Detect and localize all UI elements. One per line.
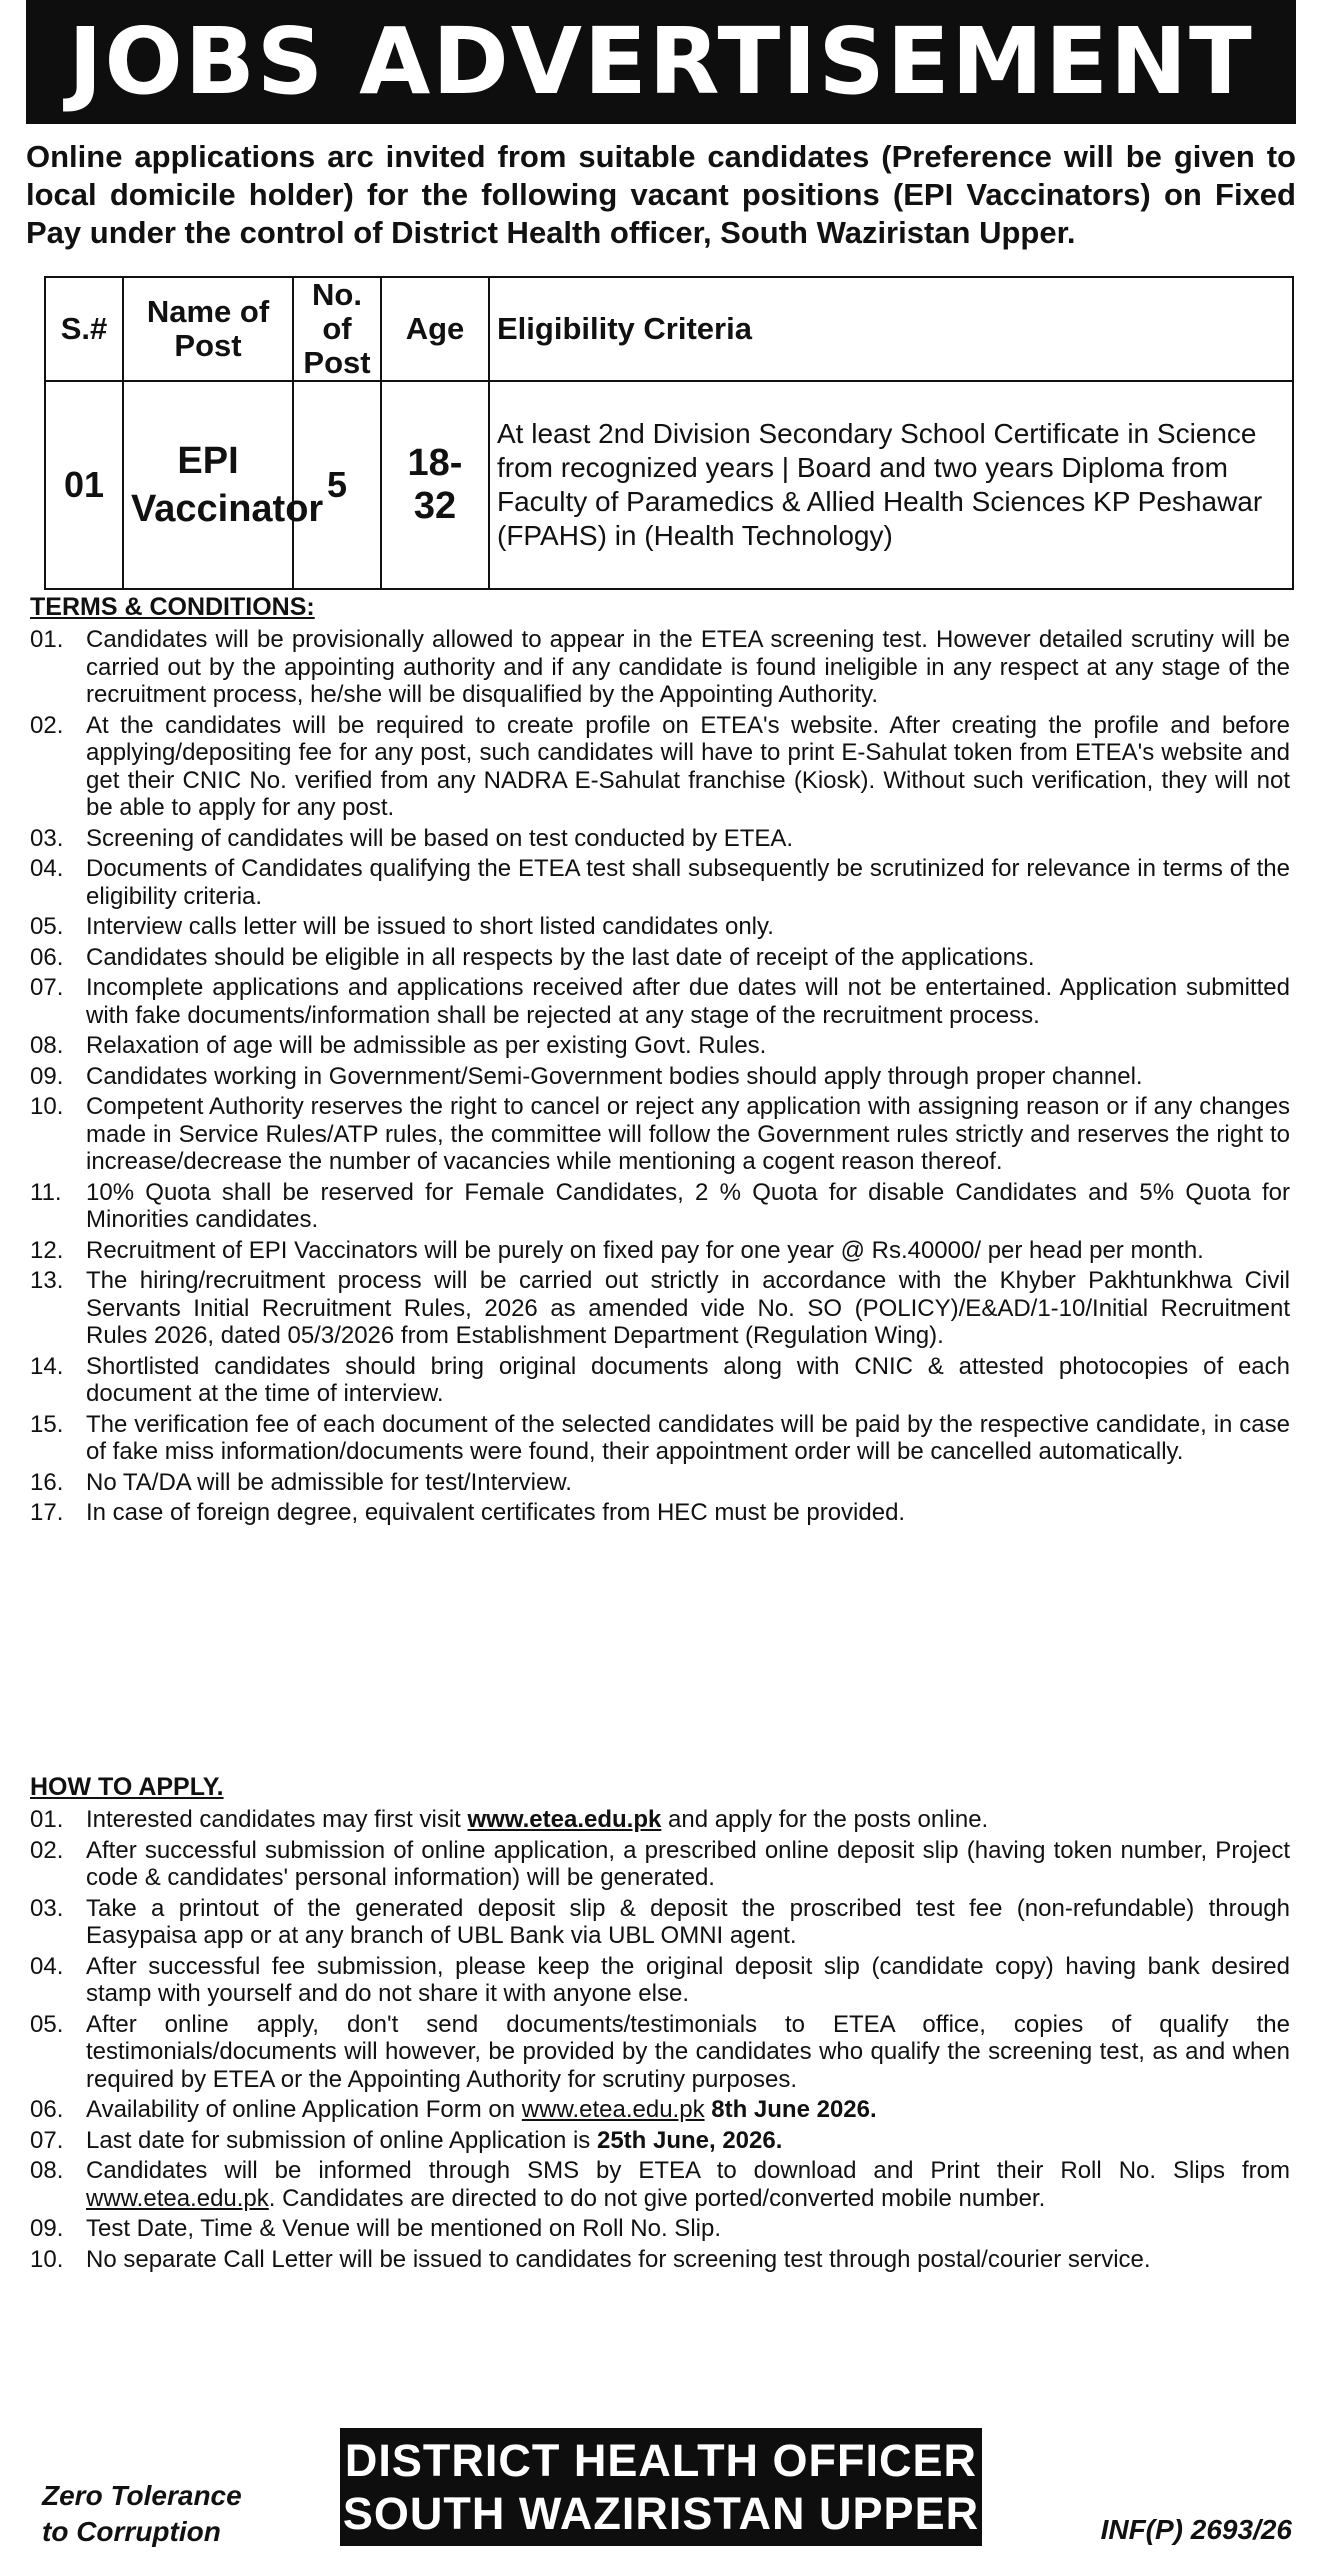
item-number: 01.	[30, 626, 64, 653]
item-text: Last date for submission of online Application is	[86, 2126, 597, 2154]
cell-post-name	[123, 381, 324, 589]
list-item	[30, 1032, 1290, 1060]
item-number: 02.	[30, 1836, 64, 1864]
item-number: 02.	[30, 711, 64, 739]
item-number: 09.	[30, 1062, 64, 1090]
item-number: 13.	[30, 1267, 64, 1294]
column-header-eligibility: Eligibility Criteria	[489, 277, 1293, 381]
list-item	[30, 712, 1290, 822]
item-text: Relaxation of age will be admissible as per existing Govt. Rules.	[86, 1032, 767, 1059]
list-item	[30, 1179, 1290, 1234]
list-item	[30, 2215, 1290, 2243]
list-item	[30, 1469, 1290, 1497]
item-number: 04.	[30, 855, 64, 882]
item-text: . Candidates are directed to do not give ported/converted mobile number.	[268, 2184, 1046, 2212]
list-item	[30, 1837, 1290, 1892]
item-text: Candidates working in Government/Semi-Government bodies should apply through proper channel.	[86, 1062, 1143, 1090]
item-number: 01.	[30, 1806, 64, 1833]
item-number: 09.	[30, 2215, 64, 2242]
list-item	[30, 1267, 1290, 1350]
item-number: 10.	[30, 2245, 64, 2273]
item-number: 14.	[30, 1352, 64, 1380]
item-text: No TA/DA will be admissible for test/Interview.	[86, 1468, 572, 1496]
item-text: Interview calls letter will be issued to short listed candidates only.	[86, 913, 774, 940]
item-text: At the candidates will be required to create profile on ETEA's website. After creating the profile and before applying/depositing fee for any post, such candidates will have to print E-Sahulat token from ETEA's website and get their CNIC No. verified from any NADRA E-Sahulat franchise (Kiosk). Without such verification, they will not be able to apply for any post.	[86, 711, 1290, 821]
item-text: Candidates should be eligible in all respects by the last date of receipt of the applications.	[86, 943, 1035, 971]
item-text: Shortlisted candidates should bring original documents along with CNIC & attested photocopies of each document at the time of interview.	[86, 1352, 1290, 1407]
list-item	[30, 974, 1290, 1029]
table-header-row	[45, 277, 1293, 381]
item-text: 10% Quota shall be reserved for Female Candidates, 2 % Quota for disable Candidates and 5% Quota for Minorities candidates.	[86, 1178, 1290, 1233]
list-item	[30, 1353, 1290, 1408]
advertisement-title: JOBS ADVERTISEMENT	[26, 0, 1296, 124]
item-number: 16.	[30, 1468, 64, 1496]
item-text: No separate Call Letter will be issued to candidates for screening test through postal/courier service.	[86, 2245, 1151, 2273]
item-number: 05.	[30, 913, 64, 940]
item-number: 04.	[30, 1952, 64, 1980]
list-item	[30, 1953, 1290, 2008]
cell-serial: 01	[45, 381, 123, 589]
item-number: 07.	[30, 2126, 64, 2154]
footer	[0, 2406, 1322, 2560]
item-number: 08.	[30, 2157, 64, 2184]
column-header-post-count: No. of Post	[293, 277, 381, 381]
list-item	[30, 2246, 1290, 2274]
issuing-office-block	[340, 2428, 982, 2546]
list-item	[30, 944, 1290, 972]
item-number: 10.	[30, 1093, 64, 1120]
item-text: Recruitment of EPI Vaccinators will be purely on fixed pay for one year @ Rs.40000/ per head per month.	[86, 1236, 1204, 1264]
list-item	[30, 1093, 1290, 1176]
item-text: The verification fee of each document of the selected candidates will be paid by the respective candidate, in case of fake miss information/documents were found, their appointment order will be cancelled automatically.	[86, 1410, 1290, 1465]
office-title: DISTRICT HEALTH OFFICER	[344, 2435, 978, 2486]
list-item	[30, 1895, 1290, 1950]
item-text: In case of foreign degree, equivalent certificates from HEC must be provided.	[86, 1499, 906, 1526]
availability-date: 8th June 2026.	[704, 2096, 877, 2123]
item-number: 17.	[30, 1499, 64, 1526]
item-text: Documents of Candidates qualifying the ETEA test shall subsequently be scrutinized for relevance in terms of the eligibility criteria.	[86, 855, 1290, 910]
item-text: After successful submission of online application, a prescribed online deposit slip (having token number, Project code & candidates' personal information) will be generated.	[86, 1836, 1290, 1891]
item-number: 05.	[30, 2010, 64, 2038]
post-name-line1: EPI	[177, 440, 239, 482]
zero-tolerance-line2: to Corruption	[42, 2516, 221, 2547]
etea-website-link[interactable]: www.etea.edu.pk	[86, 2184, 269, 2212]
column-header-post-name: Name of Post	[123, 277, 293, 381]
list-item	[30, 1411, 1290, 1466]
item-text: Candidates will be informed through SMS by ETEA to download and Print their Roll No. Slips from	[86, 2157, 1290, 2184]
list-item	[30, 1237, 1290, 1265]
list-item	[30, 2096, 1290, 2124]
item-text: and apply for the posts online.	[661, 1806, 989, 1833]
item-number: 03.	[30, 824, 64, 852]
cell-eligibility: At least 2nd Division Secondary School Certificate in Science from recognized years | Board and two years Diploma from Faculty of Paramedics & Allied Health Sciences KP Peshawar (FPAHS) in (Health Technology)	[489, 381, 1293, 589]
reference-number: INF(P) 2693/26	[1100, 2514, 1292, 2545]
intro-paragraph: Online applications arc invited from suitable candidates (Preference will be given to local domicile holder) for the following vacant positions (EPI Vaccinators) on Fixed Pay under the control of District Health officer, South Waziristan Upper.	[26, 139, 1296, 250]
item-number: 15.	[30, 1410, 64, 1438]
list-item	[30, 825, 1290, 853]
etea-website-link[interactable]: www.etea.edu.pk	[467, 1806, 662, 1833]
table-row	[45, 381, 1293, 589]
how-to-apply-heading: HOW TO APPLY.	[30, 1773, 224, 1801]
item-text: Candidates will be provisionally allowed to appear in the ETEA screening test. However detailed scrutiny will be carried out by the appointing authority and if any candidate is found ineligible in any respect at any stage of the recruitment process, he/she will be disqualified by the Appointing Authority.	[86, 626, 1290, 708]
list-item	[30, 1806, 1290, 1834]
cell-post-count: 5	[293, 381, 381, 589]
item-text: The hiring/recruitment process will be carried out strictly in accordance with the Khyber Pakhtunkhwa Civil Servants Initial Recruitment Rules, 2026 as amended vide No. SO (POLICY)/E&AD/1-10/Initial Recruitment Rules 2026, dated 05/3/2026 from Establishment Department (Regulation Wing).	[86, 1267, 1290, 1349]
item-number: 11.	[30, 1178, 62, 1206]
terms-heading: TERMS & CONDITIONS:	[30, 593, 315, 621]
item-text: Availability of online Application Form on	[86, 2096, 522, 2123]
terms-list	[30, 626, 1290, 1530]
item-text: Take a printout of the generated deposit slip & deposit the proscribed test fee (non-refundable) through Easypaisa app or at any branch of UBL Bank via UBL OMNI agent.	[86, 1894, 1290, 1949]
item-number: 06.	[30, 943, 64, 971]
list-item	[30, 913, 1290, 941]
item-text: Test Date, Time & Venue will be mentioned on Roll No. Slip.	[86, 2215, 721, 2242]
list-item	[30, 855, 1290, 910]
cell-age: 18-32	[381, 381, 489, 589]
list-item	[30, 1063, 1290, 1091]
etea-website-link[interactable]: www.etea.edu.pk	[521, 2096, 705, 2123]
item-number: 12.	[30, 1236, 64, 1264]
item-text: Incomplete applications and applications received after due dates will not be entertained. Application submitted with fake documents/information shall be rejected at any stage of the recruitment process.	[86, 974, 1290, 1029]
item-number: 07.	[30, 974, 64, 1001]
list-item	[30, 626, 1290, 709]
item-text: Interested candidates may first visit	[86, 1806, 468, 1833]
vacancy-table	[44, 276, 1294, 590]
zero-tolerance-note	[42, 2478, 242, 2550]
column-header-serial: S.#	[45, 277, 123, 381]
item-text: Competent Authority reserves the right to cancel or reject any application with assigning reason or if any changes made in Service Rules/ATP rules, the committee will follow the Government rules strictly and reserves the right to increase/decrease the number of vacancies while mentioning a cogent reason thereof.	[86, 1093, 1290, 1175]
post-name-line2: Vaccinator	[131, 488, 324, 530]
column-header-age: Age	[381, 277, 489, 381]
last-date: 25th June, 2026.	[596, 2126, 783, 2154]
item-text: After online apply, don't send documents/testimonials to ETEA office, copies of qualify the testimonials/documents will however, be provided by the candidates who qualify the screening test, as and when required by ETEA or the Appointing Authority for scrutiny purposes.	[86, 2010, 1290, 2093]
item-number: 06.	[30, 2096, 64, 2123]
item-text: Screening of candidates will be based on test conducted by ETEA.	[86, 824, 794, 852]
list-item	[30, 2011, 1290, 2094]
list-item	[30, 2157, 1290, 2212]
list-item	[30, 1499, 1290, 1527]
office-location: SOUTH WAZIRISTAN UPPER	[342, 2488, 980, 2539]
item-number: 08.	[30, 1032, 64, 1059]
list-item	[30, 2127, 1290, 2155]
item-number: 03.	[30, 1894, 64, 1922]
how-to-apply-list	[30, 1806, 1290, 2276]
zero-tolerance-line1: Zero Tolerance	[42, 2480, 242, 2511]
item-text: After successful fee submission, please keep the original deposit slip (candidate copy) having bank desired stamp with yourself and do not share it with anyone else.	[86, 1952, 1290, 2007]
